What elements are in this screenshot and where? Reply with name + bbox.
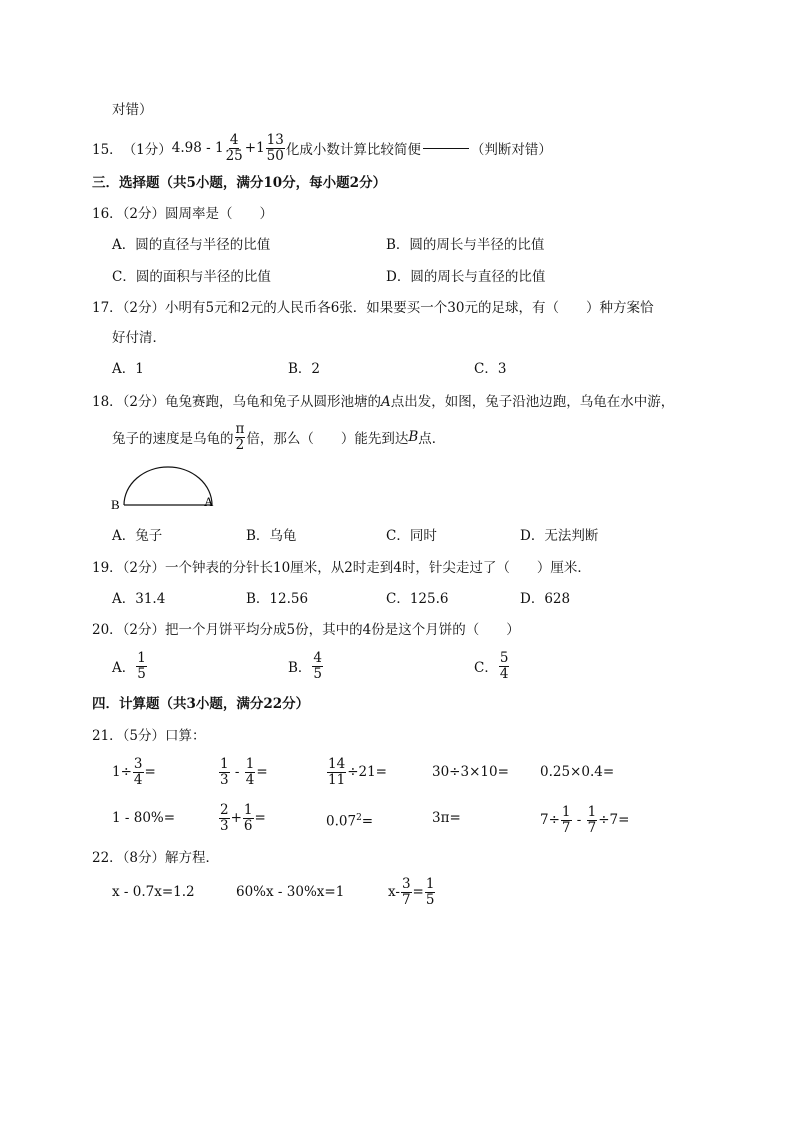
q15-fraction-2: $\frac{13}{50}$ <box>266 132 284 164</box>
q22-equation-3: x- $\frac{3}{7}$ = $\frac{1}{5}$ <box>388 876 435 908</box>
q17-option-c[interactable]: C．3 <box>474 361 507 377</box>
q21-expr-6: 1 - 80%= <box>112 810 176 826</box>
q18-stem: 18．（2分）龟兔赛跑，乌龟和兔子从圆形池塘的A点出发，如图，兔子沿池边跑，乌龟在水中游， <box>92 394 675 410</box>
q15-score: （1分） <box>122 142 172 158</box>
q19-stem: 19．（2分）一个钟表的分针长10厘米，从2时走到4时，针尖走过了（ ）厘米． <box>92 560 591 576</box>
semicircle-figure <box>108 460 218 512</box>
q18-fraction: $\frac{\pi}{2}$ <box>235 421 245 453</box>
q19-option-b[interactable]: B．12.56 <box>246 591 309 607</box>
q15-answer-blank[interactable] <box>423 147 469 149</box>
q17-stem-line2: 好付清． <box>112 330 166 346</box>
section-4-heading: 四．计算题（共3小题，满分22分） <box>92 696 310 712</box>
section-3-heading: 三．选择题（共5小题，满分10分，每小题2分） <box>92 175 387 191</box>
q16-option-c[interactable]: C．圆的面积与半径的比值 <box>112 269 271 285</box>
q16-option-a[interactable]: A．圆的直径与半径的比值 <box>112 237 271 253</box>
q21-expr-4: 30÷3×10= <box>432 764 509 780</box>
q18-option-a[interactable]: A．兔子 <box>112 528 163 544</box>
label-b: B <box>111 497 120 512</box>
q22-stem: 22．（8分）解方程． <box>92 850 220 866</box>
q16-stem: 16．（2分）圆周率是（ ） <box>92 206 274 222</box>
q17-option-b[interactable]: B．2 <box>288 361 321 377</box>
q22-equation-1: x - 0.7x=1.2 <box>112 884 195 900</box>
q18-point-b: B <box>408 429 419 445</box>
q19-option-d[interactable]: D．628 <box>520 591 571 607</box>
q20-option-c[interactable]: C． $\frac{5}{4}$ <box>474 650 509 682</box>
q18-option-c[interactable]: C．同时 <box>386 528 437 544</box>
q19-option-a[interactable]: A．31.4 <box>112 591 166 607</box>
question-15 <box>92 132 552 164</box>
q20-option-b[interactable]: B． $\frac{4}{5}$ <box>288 650 323 682</box>
q21-expr-10: 7÷ $\frac{1}{7}$ - $\frac{1}{7}$ ÷7= <box>540 804 630 836</box>
q18-option-d[interactable]: D．无法判断 <box>520 528 599 544</box>
q18-option-b[interactable]: B．乌龟 <box>246 528 297 544</box>
q16-option-b[interactable]: B．圆的周长与半径的比值 <box>386 237 545 253</box>
q18-stem-line2: 兔子的速度是乌龟的 $\frac{\pi}{2}$ 倍，那么（ ）能先到达 B 点． <box>112 421 446 453</box>
q15-tail: （判断对错） <box>470 142 552 158</box>
q15-text: 化成小数计算比较简便 <box>285 142 421 158</box>
q22-equation-2: 60%x - 30%x=1 <box>236 884 345 900</box>
q16-option-d[interactable]: D．圆的周长与直径的比值 <box>386 269 546 285</box>
q21-expr-8: $0.07^2=$ <box>326 813 374 830</box>
q18-point-a: A <box>381 394 391 410</box>
q15-expr-a: 4.98 - 1 <box>171 140 224 156</box>
q20-b-fraction: $\frac{4}{5}$ <box>313 650 323 682</box>
label-a: A <box>204 494 214 509</box>
q21-expr-3: $\frac{14}{11}$ ÷21= <box>328 756 387 788</box>
q14-tail: 对错） <box>112 102 153 118</box>
q15-fraction-1: $\frac{4}{25}$ <box>225 132 243 164</box>
q20-a-fraction: $\frac{1}{5}$ <box>137 650 146 682</box>
q19-option-c[interactable]: C．125.6 <box>386 591 449 607</box>
q15-plus: +1 <box>244 140 265 156</box>
q15-number: 15． <box>92 142 123 158</box>
q17-stem: 17．（2分）小明有5元和2元的人民币各6张．如果要买一个30元的足球，有（ ）种方案恰 <box>92 300 654 316</box>
q20-c-fraction: $\frac{5}{4}$ <box>499 650 509 682</box>
q21-expr-9: 3π= <box>432 810 461 826</box>
q17-option-a[interactable]: A．1 <box>112 361 144 377</box>
q21-expr-2: $\frac{1}{3}$ - $\frac{1}{4}$ = <box>220 756 268 788</box>
semicircle-path <box>124 467 212 505</box>
q21-expr-1: 1÷ $\frac{3}{4}$ = <box>112 756 156 788</box>
q21-stem: 21．（5分）口算： <box>92 728 206 744</box>
q21-expr-7: $\frac{2}{3}$ + $\frac{1}{6}$ = <box>220 802 266 834</box>
q21-expr-5: 0.25×0.4= <box>540 764 615 780</box>
q20-stem: 20．（2分）把一个月饼平均分成5份，其中的4份是这个月饼的（ ） <box>92 622 520 638</box>
q20-option-a[interactable]: A． $\frac{1}{5}$ <box>112 650 146 682</box>
